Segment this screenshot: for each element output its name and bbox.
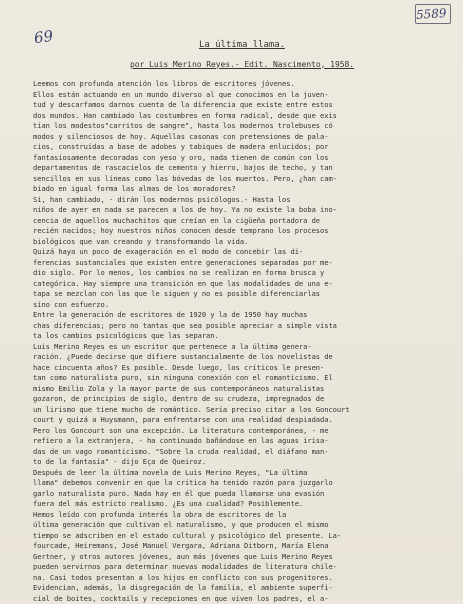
text-line: das de un vago romanticismo. "Sobre la cruda realidad, el diáfano man- (33, 447, 451, 458)
text-line: Quizá haya un poco de exageración en el modo de concebir las di- (33, 247, 451, 258)
text-line: tapa se mezclan con las que le siguen y no es posible diferenciarlas (33, 289, 451, 300)
text-line: Pero los Goncourt son una excepción. La literatura contemporánea, - me (33, 426, 451, 437)
text-line: Después de leer la última novela de Luis Merino Reyes, "La última (33, 468, 451, 479)
document-title: La última llama. (199, 40, 285, 50)
text-line: un lirismo que tiene mucho de romántico. Sería preciso citar a los Goncourt (33, 405, 451, 416)
text-line: biado en igual forma las almas de los moradores? (33, 184, 451, 195)
text-line: Sí, han cambiado, - dirán los modernos psicólogos.- Hasta los (33, 195, 451, 206)
text-line: cios, construídas a base de adobes y tabiques de madera enlucidos; por (33, 142, 451, 153)
text-line: Evidencian, además, la disgregación de la familia, el ambiente superfi- (33, 583, 451, 594)
text-line: última generación que cultivan el naturalismo, y que producen el mismo (33, 520, 451, 531)
text-line: Entre la generación de escritores de 1920 y la de 1950 hay muchas (33, 310, 451, 321)
text-line: to de la fantasía" - dijo Eça de Queiroz. (33, 457, 451, 468)
text-line: garlo naturalista puro. Nada hay en él que pueda llamarse una evasión (33, 489, 451, 500)
text-line: tan como naturalista puro, sin ninguna conexión con el romanticismo. El (33, 373, 451, 384)
handwritten-page-number: 69 (33, 27, 54, 47)
text-line: hace cincuenta años? Es posible. Desde luego, los críticos le presen- (33, 363, 451, 374)
text-line: Leemos con profunda atención los libros de escritores jóvenes. (33, 79, 451, 90)
text-line: dio siglo. Por lo menos, los cambios no se realizan en forma brusca y (33, 268, 451, 279)
text-line: fuera del más estricto realismo. ¿Es una cualidad? Posiblemente. (33, 499, 451, 510)
text-line: Gertner, y otros autores jóvenes, aun más jóvenes que Luis Merino Reyes (33, 552, 451, 563)
text-line: gozaron, de principios de siglo, dentro de su crudeza, impregnados de (33, 394, 451, 405)
text-line: llama" debemos convenir en que la crítica ha tenido razón para juzgarlo (33, 478, 451, 489)
text-line: niños de ayer en nada se parecen a los de hoy. Ya no existe la boba ino- (33, 205, 451, 216)
text-line: ración. ¿Puede decirse que difiere sustancialmente de los novelistas de (33, 352, 451, 363)
text-line: chas diferencias; pero no tantas que sea posible apreciar a simple vista (33, 321, 451, 332)
body-text (33, 79, 451, 604)
typed-text-block (33, 40, 451, 604)
text-line: fourcade, Heiremans, José Manuel Vergara, Adriana Ditborn, María Elena (33, 541, 451, 552)
text-line: Ellos están actuando en un mundo diverso al que conocimos en la juven- (33, 90, 451, 101)
text-line: departamentos de rascacielos de cemento y hierro, bajos de techo, y tan (33, 163, 451, 174)
text-line: tían los modestos"carritos de sangre", hasta los modernos trolebuses có (33, 121, 451, 132)
text-line: categórica. Hay siempre una transición en que las modalidades de una e- (33, 279, 451, 290)
text-line: dos mundos. Han cambiado las costumbres en forma radical, desde que exis (33, 111, 451, 122)
text-line: Luis Merino Reyes es un escritor que pertenece a la última genera- (33, 342, 451, 353)
text-line: ferencias sustanciales que existen entre generaciones separadas por me- (33, 258, 451, 269)
text-line: biológicos que van creando y transformando la vida. (33, 237, 451, 248)
text-line: court y quizá a Huysmann, para enfrentarse con una realidad despiadada. (33, 415, 451, 426)
document-byline: por Luis Merino Reyes.- Edit. Nascimento, 1958. (130, 60, 354, 69)
text-line: ta los cambios psicológicos que las separan. (33, 331, 451, 342)
text-line: mismo Emilio Zola y la mayor parte de sus contemporáneos naturalistas (33, 384, 451, 395)
text-line: Hemos leído con profunda interés la obra de escritores de la (33, 510, 451, 521)
text-line: fantasiosamente decoradas con yeso y oro, nada tienen de común con los (33, 153, 451, 164)
text-line: cial de boites, cocktails y recepciones en que viven los padres, el a- (33, 594, 451, 604)
text-line: sino con esfuerzo. (33, 300, 451, 311)
text-line: refiero a la extranjera, - ha continuado bañándose en las aguas irisa- (33, 436, 451, 447)
text-line: pueden servirnos para determinar nuevas modalidades de literatura chile- (33, 562, 451, 573)
text-line: sencillos en sus líneas como las bóvedas de los muertos. Pero, ¿han cam- (33, 174, 451, 185)
text-line: modos y silenciosos de hoy. Aquellas casonas con pretensiones de pala- (33, 132, 451, 143)
text-line: tud y descarfamos darnos cuenta de la diferencia que existe entre estos (33, 100, 451, 111)
text-line: cencia de aquellos muchachitos que creían en la cigüeña portadora de (33, 216, 451, 227)
handwritten-catalog-number: 5589 (416, 6, 447, 22)
text-line: recién nacidos; hoy nuestros niños conocen desde temprano los procesos (33, 226, 451, 237)
text-line: tiempo se adscriben en el estado cultural y psicológico del presente. La- (33, 531, 451, 542)
text-line: na. Casi todos presentan a los hijos en conflicto con sus progenitores. (33, 573, 451, 584)
